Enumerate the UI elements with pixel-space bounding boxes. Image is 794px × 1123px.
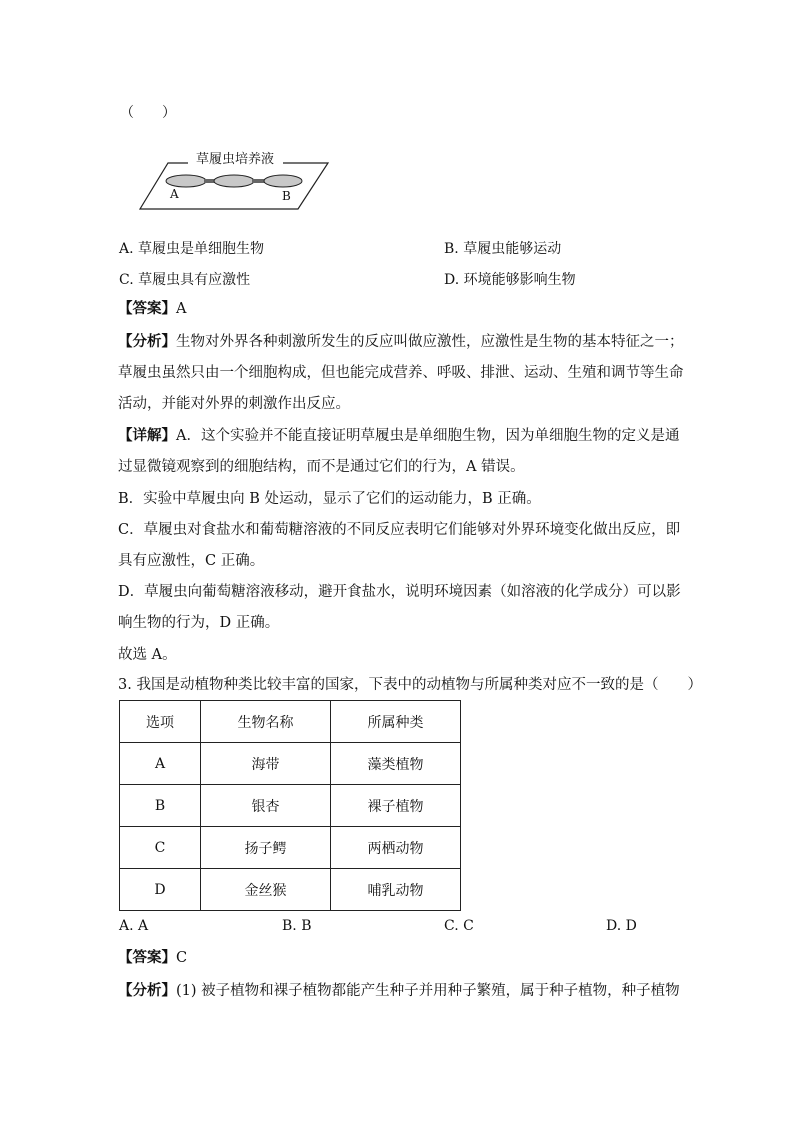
q2-detail-line-4: C．草履虫对食盐水和葡萄糖溶液的不同反应表明它们能够对外界环境变化做出反应，即 xyxy=(118,522,681,538)
q2-detail-line-6: D．草履虫向葡萄糖溶液移动，避开食盐水，说明环境因素（如溶液的化学成分）可以影 xyxy=(118,584,681,600)
table-row xyxy=(120,743,461,785)
table-cell: 海带 xyxy=(201,743,331,785)
table-header-cell: 所属种类 xyxy=(331,701,461,743)
table-cell: D xyxy=(120,869,201,911)
q2-analysis-line-2: 草履虫虽然只由一个细胞构成，但也能完成营养、呼吸、排泄、运动、生殖和调节等生命 xyxy=(118,365,684,381)
q3-table xyxy=(119,700,461,911)
table-cell: A xyxy=(120,743,201,785)
label-b: B xyxy=(282,189,291,203)
q2-option-c: C. 草履虫具有应激性 xyxy=(119,272,251,288)
q2-detail-line-5: 具有应激性，C 正确。 xyxy=(118,553,265,569)
paramecium-figure xyxy=(138,146,333,218)
label-a: A xyxy=(170,187,179,201)
answer-tag: 【答案】 xyxy=(118,949,176,966)
q2-detail-line-2: 过显微镜观察到的细胞结构，而不是通过它们的行为，A 错误。 xyxy=(118,459,525,475)
table-row xyxy=(120,827,461,869)
q2-analysis-line-3: 活动，并能对外界的刺激作出反应。 xyxy=(118,396,350,412)
answer-value: C xyxy=(176,950,188,966)
analysis-text: (1) 被子植物和裸子植物都能产生种子并用种子繁殖，属于种子植物，种子植物 xyxy=(176,983,680,999)
analysis-tag: 【分析】 xyxy=(118,333,176,350)
table-header-cell: 选项 xyxy=(120,701,201,743)
q2-option-a: A. 草履虫是单细胞生物 xyxy=(119,241,265,257)
table-cell: 扬子鳄 xyxy=(201,827,331,869)
q2-option-d: D. 环境能够影响生物 xyxy=(444,272,576,288)
table-cell: C xyxy=(120,827,201,869)
answer-tag: 【答案】 xyxy=(118,300,176,317)
q3-analysis-line-1 xyxy=(118,981,680,1001)
table-cell: 金丝猴 xyxy=(201,869,331,911)
table-cell: 藻类植物 xyxy=(331,743,461,785)
drop-b xyxy=(264,175,302,187)
answer-value: A xyxy=(176,301,187,317)
drop-a xyxy=(166,175,206,187)
table-cell: 哺乳动物 xyxy=(331,869,461,911)
question-bracket: （ ） xyxy=(120,105,176,121)
q3-stem: 3. 我国是动植物种类比较丰富的国家，下表中的动植物与所属种类对应不一致的是（ ） xyxy=(118,677,702,693)
figure-title: 草履虫培养液 xyxy=(195,152,275,167)
q2-detail-line-1 xyxy=(118,426,679,446)
table-cell: 银杏 xyxy=(201,785,331,827)
q2-detail-line-8: 故选 A。 xyxy=(118,647,177,663)
table-row xyxy=(120,785,461,827)
analysis-tag: 【分析】 xyxy=(118,982,176,999)
q2-analysis-line-1 xyxy=(118,332,684,352)
table-cell: 裸子植物 xyxy=(331,785,461,827)
q3-option-a: A. A xyxy=(119,918,149,934)
table-cell: B xyxy=(120,785,201,827)
table-row xyxy=(120,869,461,911)
q3-option-d: D. D xyxy=(606,918,637,934)
drop-middle xyxy=(214,175,254,187)
q3-answer xyxy=(118,948,187,968)
q3-option-b: B. B xyxy=(282,918,312,934)
q2-detail-line-3: B．实验中草履虫向 B 处运动，显示了它们的运动能力，B 正确。 xyxy=(118,491,541,507)
detail-text: A．这个实验并不能直接证明草履虫是单细胞生物，因为单细胞生物的定义是通 xyxy=(176,428,680,444)
table-cell: 两栖动物 xyxy=(331,827,461,869)
table-header-cell: 生物名称 xyxy=(201,701,331,743)
analysis-text: 生物对外界各种刺激所发生的反应叫做应激性，应激性是生物的基本特征之一； xyxy=(176,334,684,350)
q2-answer xyxy=(118,299,186,319)
table-header-row xyxy=(120,701,461,743)
q2-option-b: B. 草履虫能够运动 xyxy=(444,241,562,257)
q2-detail-line-7: 响生物的行为，D 正确。 xyxy=(118,615,280,631)
q3-option-c: C. C xyxy=(444,918,474,934)
culture-slide-diagram xyxy=(138,146,333,214)
detail-tag: 【详解】 xyxy=(118,427,176,444)
